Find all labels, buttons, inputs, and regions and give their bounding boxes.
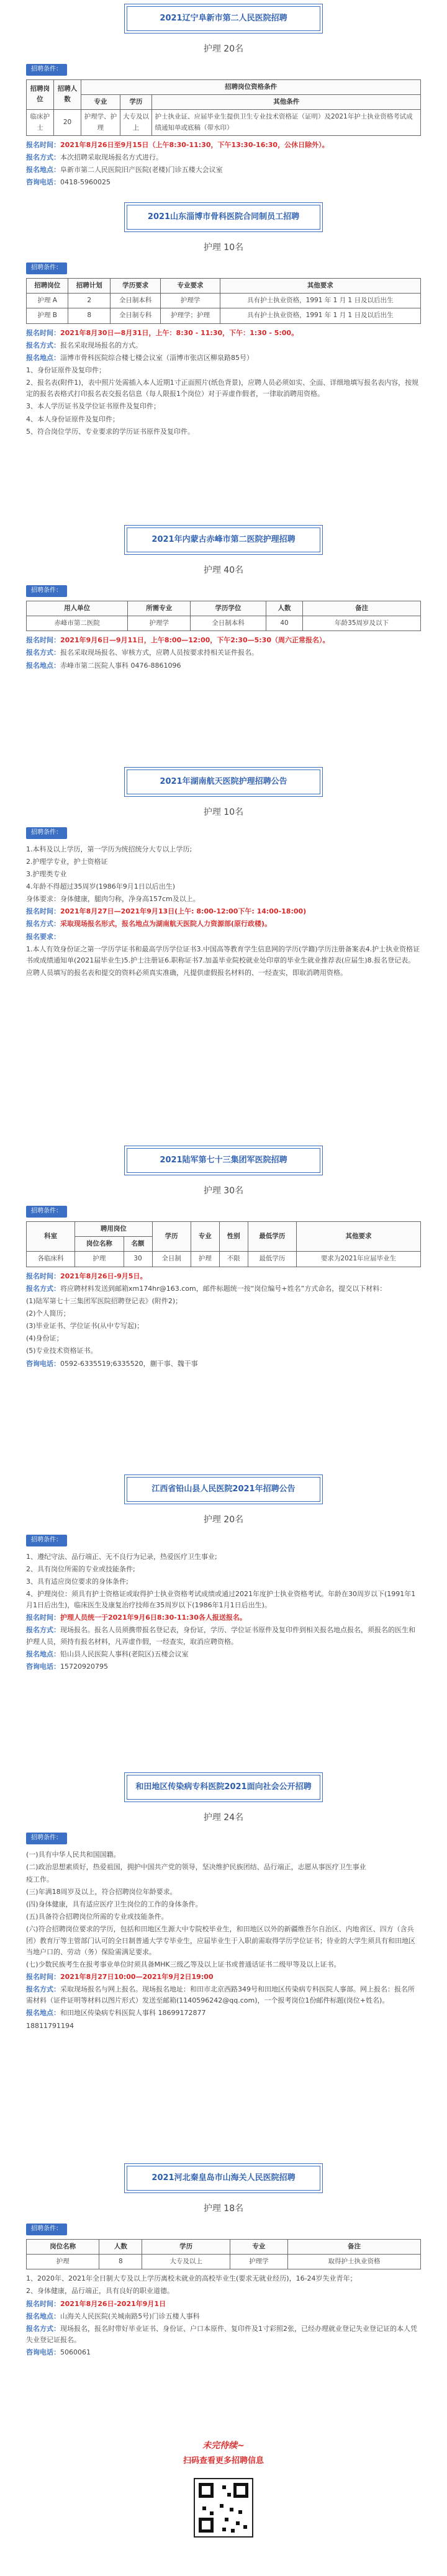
- info-line: [26, 140, 421, 151]
- info-line: [26, 365, 421, 376]
- info-line: [26, 931, 421, 943]
- info-line-value: 2、报名表(附件1)，表中照片处需插入本人近期1寸正面照片(纸色背景)，应聘人员必须如实、全面、详细地填写报名表内容，按规定的报名表格式打印报名表交报名信息（每人限报1个岗位）对于弄虚作假者，一律取消聘用资格。: [26, 379, 419, 398]
- table-row: 临床护士 20 护理学、护理 大专及以上 护士执业证、应届毕业生提供卫生专业技术资格证（证明）及2021年护士执业资格考试成绩通知单或底稿（带水印）: [27, 110, 421, 136]
- info-line: [26, 894, 421, 905]
- info-line-key: 报名方式：: [26, 1985, 60, 1994]
- section-title-banner: [124, 767, 323, 797]
- conditions-label: 招聘条件：: [26, 2224, 67, 2235]
- info-line-value: 现场报名，报名时带好毕业证书、身份证、户口本原件、复印件及1寸彩照2张，已经办理就业登记失业登记证的本人凭失业登记证报名。: [26, 2324, 417, 2344]
- footer-subtitle: 扫码查看更多招聘信息: [183, 2456, 264, 2466]
- info-line: [26, 869, 421, 880]
- info-line-value: 淄博市骨科医院综合楼七楼会议室（淄博市张店区柳泉路85号）: [60, 353, 253, 362]
- info-line-value: 铅山县人民医院人事科(老院区)五楼会议室: [60, 1649, 189, 1658]
- table-row: 护理 8 大专及以上 护理学 取得护士执业资格: [27, 2254, 421, 2269]
- table-row: 各临床科 护理 30 全日制 护理 不限 最低学历 要求为2021年应届毕业生: [27, 1252, 421, 1267]
- info-line-key: 报名方式：: [26, 153, 60, 161]
- info-line: [26, 352, 421, 364]
- info-line: [26, 1551, 421, 1563]
- info-line-value: 身体要求：身体健康，腿肉匀称，净身高157cm及以上。: [26, 895, 200, 904]
- info-line-value: 4、本人身份证原件及复印件；: [26, 415, 119, 423]
- info-line-value: 5、符合岗位学历、专业要求的学历证书原件及复印件。: [26, 427, 194, 436]
- table-row: 护理 A 2 全日制本科 护理学 具有护士执业资格，1991 年 1 月 1 日及以后出生: [27, 293, 421, 308]
- info-line-value: (3)毕业证书、学位证书(从中专写起)；: [26, 1322, 144, 1331]
- info-line-key: 报名时间：: [26, 1973, 60, 1981]
- info-line: [26, 1887, 421, 1898]
- position-count: 护理 10名: [203, 243, 244, 253]
- info-line: [26, 844, 421, 855]
- footer-title: 未完待续~: [202, 2441, 245, 2451]
- info-line-value: 应聘人员填写的报名表和提交的资料必须真实准确，凡提供虚假报名材料的、一经查实，即取消聘用资格。: [26, 969, 347, 977]
- info-line-key: 报名时间：: [26, 328, 60, 337]
- position-count: 护理 20名: [203, 1515, 244, 1525]
- info-line: [26, 414, 421, 425]
- info-line-key: 报名时间：: [26, 636, 60, 645]
- info-line-key: 报名方式：: [26, 920, 60, 928]
- info-line-value: (三)年满18周岁及以上，符合招聘岗位年龄要求。: [26, 1888, 177, 1896]
- footer: [0, 2439, 447, 2538]
- section-title-banner: [124, 1146, 323, 1175]
- info-line-value: 报名采取现场报名的方式。: [60, 341, 142, 349]
- info-line: [26, 2299, 421, 2310]
- info-line-value: 2021年9月6日—9月11日，上午8:00—12:00，下午2:30—5:30（周六正常报名）。: [60, 636, 330, 645]
- info-line-value: 阜新市第二人民医院旧产医院(老楼)门诊五楼大会议室: [60, 166, 223, 174]
- info-line-key: 报名方式：: [26, 1284, 60, 1293]
- info-line-value: 2021年8月27日—2021年9月13日(上午: 8:00-12:00下午: 14:00-18:00): [60, 907, 307, 916]
- job-section-4: [0, 763, 447, 980]
- info-line-key: 咨询电话：: [26, 178, 60, 187]
- conditions-label: 招聘条件：: [26, 1206, 67, 1218]
- section-title: 2021年湖南航天医院护理招聘公告: [127, 770, 320, 794]
- qr-code-icon[interactable]: [194, 2478, 253, 2538]
- info-line-key: 报名地点：: [26, 2312, 60, 2320]
- info-line-value: 赤峰市第二医院人事科 0476-8861096: [60, 661, 181, 670]
- conditions-label: 招聘条件：: [26, 64, 67, 76]
- info-line: [26, 1911, 421, 1923]
- info-line: [26, 906, 421, 917]
- info-line: [26, 635, 421, 646]
- info-line-key: 报名地点：: [26, 166, 60, 174]
- info-line-value: 疫工作。: [26, 1875, 53, 1883]
- section-title-banner: [124, 1474, 323, 1504]
- info-line: [26, 2021, 421, 2032]
- info-line-value: 3、具有适应岗位要求的身体条件;: [26, 1577, 129, 1586]
- info-line-key: 报名方式：: [26, 648, 60, 657]
- info-line-value: 4、护理岗位：须具有护士资格证或取得护士执业资格考试成绩或通过2021年度护士执业资格考试。年龄在30周岁以下(1991年1月1日后出生)，临床医生及康复治疗技师在35周岁以下(1986年1月1日后出生)。: [26, 1590, 416, 1610]
- info-line-value: 山海关人民医院(关城南路5号)门诊五楼人事科: [60, 2312, 200, 2320]
- table-header: 招聘岗位资格条件: [81, 79, 421, 94]
- info-line-value: 1、身份证原件及复印件；: [26, 366, 106, 374]
- info-line-value: 3.护理类专业: [26, 869, 67, 878]
- info-line: [26, 660, 421, 671]
- info-line-key: 咨询电话：: [26, 2348, 60, 2357]
- info-line: [26, 1649, 421, 1660]
- info-line-value: 将应聘材料发送到邮箱xm174hr@163.com，邮件标题统一按“岗位编号+姓名”方式命名，提交以下材料：: [60, 1284, 387, 1293]
- section-title: 2021陆军第七十三集团军医院招聘: [127, 1148, 320, 1173]
- info-line: [26, 1345, 421, 1357]
- info-line-key: 报名方式：: [26, 1626, 60, 1635]
- conditions-label: 招聘条件：: [26, 585, 67, 597]
- info-lines: [26, 1551, 421, 1672]
- info-line: [26, 881, 421, 892]
- info-line-key: 报名时间：: [26, 2299, 60, 2308]
- info-line-value: (1)陆军第七十三集团军医院招聘登记表》(附件2)；: [26, 1296, 183, 1305]
- info-line: [26, 340, 421, 351]
- requirements-table: 招聘岗位 招聘计划 学历要求 专业要求 其他要求 护理 A 2 全日制本科 护理学 具有护士执业资格，1991 年 1 月 1 日及以后出生 护理 B 8 全日制专科 护理学；护理 具有护士执业资格，1991 年 1 月 1 日及以后出生: [26, 278, 421, 324]
- requirements-table: [26, 79, 421, 136]
- info-line: [26, 2347, 421, 2358]
- info-line: [26, 856, 421, 868]
- info-line-key: 报名方式：: [26, 2324, 60, 2333]
- info-line-value: (4)身份证；: [26, 1334, 63, 1343]
- info-line-value: 0418-5960025: [60, 178, 111, 187]
- info-line: [26, 1959, 421, 1970]
- info-line: [26, 152, 421, 163]
- info-line-value: (5)专业技术资格证书。: [26, 1347, 97, 1355]
- job-section-1: [0, 0, 447, 189]
- requirements-table: 科室 聘用岗位 学历 专业 性别 最低学历 其他要求 岗位名称 名额 各临床科 护理 30 全日制 护理 不限 最低学历 要求为2021年应届毕业生: [26, 1221, 421, 1267]
- section-title-banner: [124, 4, 323, 34]
- position-count: 护理 30名: [203, 1186, 244, 1196]
- info-line: [26, 164, 421, 176]
- info-line: [26, 1358, 421, 1370]
- info-line: [26, 1271, 421, 1282]
- info-line: [26, 2008, 421, 2019]
- info-line-value: 0592-6335519;6335520，蒯干事、魏干事: [60, 1359, 198, 1368]
- info-line-value: 采取现场报名形式，报名地点为湖南航天医院人力资源部(原行政楼)。: [60, 920, 272, 928]
- info-line-key: 报名地点：: [26, 353, 60, 362]
- info-line: [26, 1308, 421, 1319]
- info-line-key: 报名要求：: [26, 932, 60, 941]
- info-line-value: 采取现场报名与网上报名。现场报名地址：和田市北京西路349号和田地区传染病专科医院人事部。网上报名：报名所需材料（证件证明等材料以图片形式）发送至邮箱(1140596242@qq.com)，一个报考岗位1份邮件标题(岗位+姓名)。: [26, 1985, 415, 2005]
- job-section-8: [0, 2160, 447, 2359]
- table-header: 学历: [120, 94, 152, 109]
- job-section-6: [0, 1471, 447, 1674]
- table-header: 其他条件: [152, 94, 421, 109]
- info-line-value: 2021年8月26日-9月5日。: [60, 1272, 147, 1280]
- table-row: 赤峰市第二医院 护理学 全日制本科 40 年龄35周岁及以下: [27, 616, 421, 631]
- info-line-key: 报名时间：: [26, 1613, 60, 1622]
- info-line: [26, 1972, 421, 1983]
- info-line-value: (2)个人简历；: [26, 1309, 70, 1317]
- info-line-key: 报名时间：: [26, 1272, 60, 1280]
- position-count: 护理 40名: [203, 565, 244, 575]
- info-line: [26, 426, 421, 438]
- info-line-value: (六)符合招聘岗位要求的学历，包括和田地区生源大中专院校毕业生，和田地区以外的新疆维吾尔自治区、内地省区、四方（含兵团）教育厅等主管部门认可的全日制普通大学专毕业生，应届毕业生于入职前需取得学历学位证书；待业的大学生须具有和田地区当地户口的、劳动（务）保险需满足要求。: [26, 1925, 415, 1956]
- section-title-banner: [124, 2163, 323, 2193]
- info-line: [26, 1589, 421, 1611]
- info-line-value: 本次招聘采取现场报名方式进行。: [60, 153, 163, 161]
- info-line: [26, 2311, 421, 2322]
- table-header: 招聘人数: [53, 79, 81, 110]
- table-header: 专业: [81, 94, 120, 109]
- info-line-value: 1、2020年、2021年全日制大专及以上学历离校未就业的高校毕业生(要求无就业经历)，16-24岁失业青年；: [26, 2274, 357, 2283]
- info-line-value: 2021年8月26日至9月15日（上午8:30-11:30，下午13:30-16:30，公休日除外）。: [60, 140, 329, 149]
- info-line: [26, 177, 421, 188]
- info-line-key: 报名地点：: [26, 1649, 60, 1658]
- info-line: [26, 1612, 421, 1623]
- info-line-value: 现场报名。报名人员须携带报名登记表，身份证，学历、学位证书原件及复印件到相关报名地点报名，须报名的医生和护理人员，须持有报名材料，凡弄虚作假，一经查实，取消应聘资格。: [26, 1626, 415, 1646]
- info-line-value: (一)具有中华人民共和国国籍。: [26, 1850, 120, 1859]
- info-line: [26, 328, 421, 339]
- conditions-label: 招聘条件：: [26, 827, 67, 839]
- info-line-value: (七)少数民族考生在报考事业单位时须具备MHK三级乙等及以上证书或普通话证书二级甲等及以上证书。: [26, 1960, 341, 1968]
- section-title-banner: [124, 1772, 323, 1802]
- info-line-key: 报名地点：: [26, 2009, 60, 2017]
- info-lines: [26, 844, 421, 979]
- info-line: [26, 377, 421, 400]
- info-line: [26, 1576, 421, 1587]
- section-title: 江西省铅山县人民医院2021年招聘公告: [127, 1477, 320, 1502]
- position-count: 护理 20名: [203, 44, 244, 54]
- info-lines: [26, 1849, 421, 2032]
- info-line-key: 报名方式：: [26, 341, 60, 349]
- job-section-2: [0, 199, 447, 439]
- info-line-value: 2021年8月26日-2021年9月1日: [60, 2299, 166, 2308]
- info-line-value: (五)具备符合招聘岗位所需的专业或技能条件。: [26, 1913, 168, 1921]
- info-line: [26, 1321, 421, 1332]
- info-line: [26, 1296, 421, 1307]
- info-line-key: 咨询电话：: [26, 1359, 60, 1368]
- section-title: 2021年内蒙古赤峰市第二医院护理招聘: [127, 527, 320, 552]
- info-line: [26, 647, 421, 658]
- section-title: 2021辽宁阜新市第二人民医院招聘: [127, 6, 320, 31]
- table-row: 护理 B 8 全日制专科 护理学；护理 具有护士执业资格，1991 年 1 月 1 日及以后出生: [27, 308, 421, 323]
- conditions-label: 招聘条件：: [26, 263, 67, 274]
- info-line-value: 18811791194: [26, 2021, 74, 2030]
- section-title: 2021河北秦皇岛市山海关人民医院招聘: [127, 2166, 320, 2191]
- info-line-value: 2.护理学专业，护士资格证: [26, 857, 108, 866]
- table-header: 招聘岗位: [27, 79, 54, 110]
- info-line-value: 15720920795: [60, 1662, 108, 1671]
- info-line: [26, 918, 421, 930]
- conditions-label: 招聘条件：: [26, 1535, 67, 1546]
- position-count: 护理 10名: [203, 807, 244, 817]
- conditions-label: 招聘条件：: [26, 1833, 67, 1844]
- info-line-value: (二)政治思想素质好，热爱祖国，拥护中国共产党的领导，坚决维护民族团结、品行端正，志愿从事医疗卫生事业: [26, 1862, 366, 1871]
- info-line-value: 2021年8月30日—8月31日，上午：8:30 - 11:30，下午：1:30 - 5:00。: [60, 328, 299, 337]
- position-count: 护理 24名: [203, 1813, 244, 1823]
- job-section-5: [0, 1142, 447, 1371]
- position-count: 护理 18名: [203, 2204, 244, 2214]
- info-line-value: 1.本科及以上学历，第一学历为统招统分大专以上学历;: [26, 845, 192, 853]
- info-line-value: 2021年8月27日10:00—2021年9月2日19:00: [60, 1973, 214, 1981]
- info-line-value: 护理人员统一于2021年9月6日8:30-11:30各人报送报名。: [60, 1613, 246, 1622]
- info-line-value: (四)身体健康，具有适应医疗卫生岗位的工作的身体条件。: [26, 1900, 202, 1909]
- info-line: [26, 1661, 421, 1672]
- info-line-value: 1、遵纪守法、品行端正、无不良行为记录，热爱医疗卫生事业;: [26, 1552, 217, 1561]
- info-line: [26, 1849, 421, 1860]
- section-title-banner: [124, 202, 323, 232]
- info-lines: [26, 328, 421, 438]
- info-line-value: 4.年龄不得超过35周岁(1986年9月1日以后出生): [26, 882, 176, 891]
- info-line: [26, 1333, 421, 1344]
- info-lines: [26, 2273, 421, 2358]
- info-line-key: 报名时间：: [26, 907, 60, 916]
- requirements-table: 用人单位 所需专业 学历学位 人数 备注 赤峰市第二医院 护理学 全日制本科 40 年龄35周岁及以下: [26, 601, 421, 632]
- job-section-7: [0, 1769, 447, 2033]
- info-line: [26, 2286, 421, 2297]
- info-line-value: 1.本人有效身份证之第一学历学证书和最高学历学位证书3.中国高等教育学生信息网的学历(学籍)学历注册备案表4.护士执业资格证书或成绩通知单(2021届毕业生)5.护士注册证6.职称证书7.加盖毕业院校就业处印章的毕业生就业推荐表(应届生)8.报名登记表。: [26, 945, 420, 964]
- info-line: [26, 967, 421, 979]
- info-line-value: 和田地区传染病专科医院人事科 18699172877: [60, 2009, 206, 2017]
- info-line: [26, 2273, 421, 2284]
- job-section-3: [0, 521, 447, 673]
- requirements-table: 岗位名称 人数 学历 专业 备注 护理 8 大专及以上 护理学 取得护士执业资格: [26, 2239, 421, 2270]
- section-title-banner: [124, 525, 323, 555]
- info-line-key: 报名地点：: [26, 661, 60, 670]
- info-line-value: 5060061: [60, 2348, 91, 2357]
- info-line: [26, 2323, 421, 2346]
- section-title: 2021山东淄博市骨科医院合同制员工招聘: [127, 205, 320, 230]
- info-line-value: 3、本人学历证书及学位证书原件及复印件；: [26, 402, 160, 411]
- info-line: [26, 1564, 421, 1575]
- info-line: [26, 1899, 421, 1910]
- info-line: [26, 1283, 421, 1295]
- info-line: [26, 1862, 421, 1873]
- info-lines: [26, 1271, 421, 1370]
- info-line-value: 报名采取现场报名、审核方式，应聘人员按要求持相关证件报名。: [60, 648, 258, 657]
- info-line-key: 咨询电话：: [26, 1662, 60, 1671]
- info-line-value: 2、具有岗位所需的专业或技能条件;: [26, 1564, 135, 1573]
- info-line-value: 2、身体健康，品行端正，具有良好的职业道德。: [26, 2287, 174, 2296]
- info-line: [26, 1984, 421, 2006]
- info-line: [26, 401, 421, 412]
- info-line-key: 报名时间：: [26, 140, 60, 149]
- info-line: [26, 944, 421, 966]
- info-line: [26, 1874, 421, 1885]
- info-lines: [26, 140, 421, 189]
- info-line: [26, 1625, 421, 1647]
- info-lines: [26, 635, 421, 671]
- info-line: [26, 1924, 421, 1957]
- section-title: 和田地区传染病专科医院2021面向社会公开招聘: [127, 1775, 320, 1800]
